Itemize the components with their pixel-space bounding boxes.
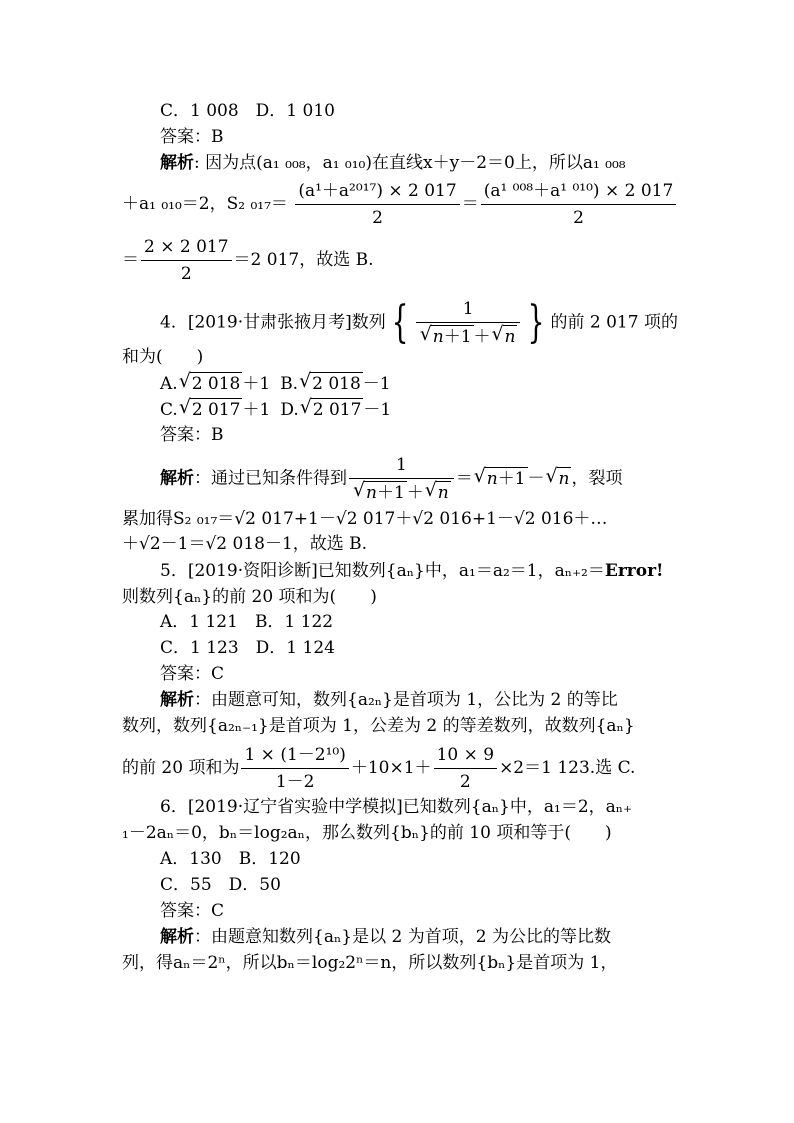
q3-analysis-line1: 解析: 因为点(a₁ ₀₀₈，a₁ ₀₁₀)在直线x＋y－2＝0上，所以a₁ ₀₀₈ (160, 153, 626, 173)
q5-answer: 答案：C (160, 664, 225, 684)
q3-analysis-line2: ＋a₁ ₀₁₀＝2，S₂ ₀₁₇＝ $\frac{\text{(a¹＋a²⁰¹⁷) × 2 017}}{2}$ ＝ $\frac{\text{(a¹ ⁰⁰⁸＋a¹ ⁰¹⁰) × 2 017}}{2}$ (122, 180, 678, 229)
fraction: 1 √ n＋1 ＋√ n (416, 298, 521, 348)
q3-options: C．1 008 D．1 010 (160, 101, 335, 121)
fraction: $\frac{\text{(a¹＋a²⁰¹⁷) × 2 017}}{2}$ (295, 180, 459, 229)
q3-analysis-line3: ＝ $\frac{2 \times 2 017}{2}$ ＝2 017，故选 B. (122, 237, 374, 284)
q4-options-cd: C.√ 2 017 ＋1 D.√ 2 017 －1 (160, 398, 391, 421)
q4-stem-line1: 4．[2019·甘肃张掖月考]数列 { 1 √ n＋1 ＋√ n } 的前 2 017 项的 (160, 298, 678, 348)
q5-stem-line2: 则数列{aₙ}的前 20 项和为( ) (122, 587, 377, 607)
q5-analysis-line2: 数列，数列{a₂ₙ₋₁}是首项为 1，公差为 2 的等差数列，故数列{aₙ} (122, 716, 635, 736)
q4-options-ab: A.√ 2 018 ＋1 B.√ 2 018 －1 (160, 372, 391, 395)
q6-stem-line2: ₁－2aₙ＝0，bₙ＝log₂aₙ，那么数列{bₙ}的前 10 项和等于( ) (122, 823, 612, 843)
q5-options-cd: C．1 123 D．1 124 (160, 638, 335, 658)
q4-stem-line2: 和为( ) (122, 347, 204, 367)
analysis-label: 解析 (160, 153, 194, 173)
fraction: $\frac{\text{1 × (1－2¹⁰)}}{1-2}$ (241, 744, 348, 793)
q6-options-cd: C．55 D．50 (160, 875, 281, 895)
fraction: $\frac{10 \times 9}{2}$ (434, 744, 498, 793)
q6-options-ab: A．130 B．120 (160, 849, 301, 869)
q3-answer: 答案：B (160, 127, 224, 147)
q4-analysis-line2: 累加得S₂ ₀₁₇＝√2 017+1－√2 017＋√2 016+1－√2 016＋… (122, 509, 608, 529)
q6-stem-line1: 6．[2019·辽宁省实验中学模拟]已知数列{aₙ}中，a₁＝2，aₙ₊ (160, 797, 633, 817)
q5-stem-line1: 5．[2019·资阳诊断]已知数列{aₙ}中，a₁＝a₂＝1，aₙ₊₂＝Error! (160, 561, 664, 581)
q4-answer: 答案：B (160, 425, 224, 445)
fraction: 1 √ n＋1 ＋√ n (349, 454, 454, 504)
q6-analysis-line2: 列，得aₙ＝2ⁿ，所以bₙ＝log₂2ⁿ＝n，所以数列{bₙ}是首项为 1， (122, 953, 618, 973)
q5-analysis-line1: 解析：由题意可知，数列{a₂ₙ}是首项为 1，公比为 2 的等比 (160, 690, 618, 710)
q4-analysis-line3: ＋√2－1＝√2 018－1，故选 B. (122, 534, 368, 554)
q6-answer: 答案：C (160, 901, 225, 921)
q4-analysis-line1: 解析：通过已知条件得到 1 √ n＋1 ＋√ n ＝√ n＋1 －√ n ，裂项 (160, 454, 622, 504)
error-text: Error! (604, 561, 664, 581)
q5-options-ab: A．1 121 B．1 122 (160, 612, 334, 632)
q6-analysis-line1: 解析：由题意知数列{aₙ}是以 2 为首项，2 为公比的等比数 (160, 927, 611, 947)
fraction: $\frac{\text{(a¹ ⁰⁰⁸＋a¹ ⁰¹⁰) × 2 017}}{2}$ (481, 180, 677, 229)
fraction: $\frac{2 \times 2 017}{2}$ (141, 236, 232, 285)
q5-analysis-line3: 的前 20 项和为 $\frac{\text{1 × (1－2¹⁰)}}{1-2}$ ＋10×1＋ $\frac{10 \times 9}{2}$ ×2＝1 123.选 C. (122, 745, 636, 792)
